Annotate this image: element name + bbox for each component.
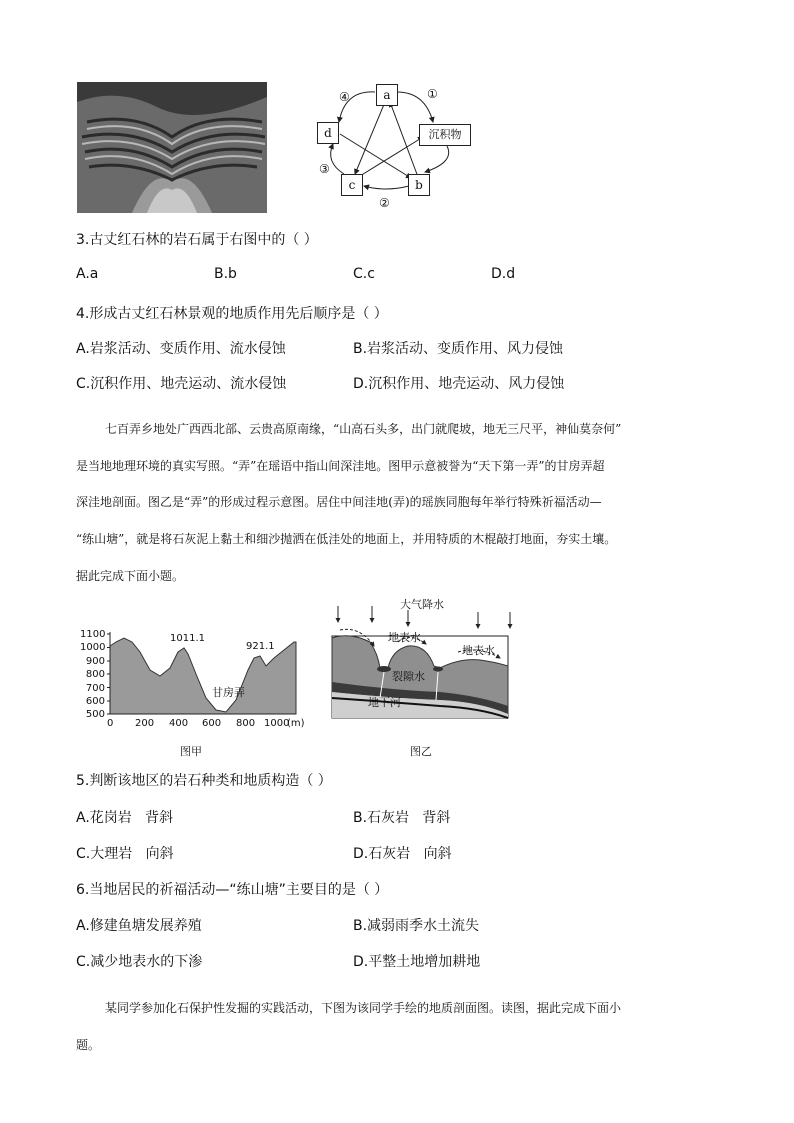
x-tick: 600 (202, 718, 222, 729)
arrow-label-3: ③ (319, 162, 330, 176)
passage-1-line: 是当地地理环境的真实写照。“弄”在瑶语中指山间深洼地。图甲示意被誉为“天下第一弄”的甘房弄超 (76, 459, 605, 473)
cycle-node-b: b (408, 174, 430, 196)
x-unit: (m) (287, 718, 305, 729)
x-tick: 400 (169, 718, 189, 729)
karst-diagram (330, 602, 520, 722)
rock-cycle-diagram (315, 82, 475, 212)
q4-option-c[interactable]: C.沉积作用、地壳运动、流水侵蚀 (76, 376, 287, 392)
passage-1-line: 据此完成下面小题。 (76, 569, 185, 583)
question-4-stem: 4.形成古丈红石林景观的地质作用先后顺序是（ ） (76, 306, 388, 322)
x-tick: 200 (135, 718, 155, 729)
q4-option-a[interactable]: A.岩浆活动、变质作用、流水侵蚀 (76, 341, 286, 357)
passage-1-line: 深洼地剖面。图乙是“弄”的形成过程示意图。居住中间洼地(弄)的瑶族同胞每年举行特殊祈福活动— (76, 495, 602, 509)
q6-option-b[interactable]: B.减弱雨季水土流失 (353, 918, 480, 934)
q4-option-b[interactable]: B.岩浆活动、变质作用、风力侵蚀 (353, 341, 564, 357)
q4-option-d[interactable]: D.沉积作用、地壳运动、风力侵蚀 (353, 376, 565, 392)
passage-2 (76, 993, 726, 1063)
question-6-stem: 6.当地居民的祈福活动—“练山塘”主要目的是（ ） (76, 882, 389, 898)
q3-option-b[interactable]: B.b (214, 266, 237, 282)
y-tick: 600 (85, 696, 105, 708)
y-tick: 1000 (80, 642, 106, 654)
q5-option-d[interactable]: D.石灰岩 向斜 (353, 846, 452, 862)
q3-option-c[interactable]: C.c (353, 266, 375, 282)
cycle-node-d: d (317, 122, 339, 144)
cycle-node-c: c (341, 174, 363, 196)
y-tick: 900 (85, 655, 105, 667)
arrow-label-1: ① (427, 87, 438, 101)
y-tick: 1100 (80, 629, 106, 640)
underground-river-label: 地下河 (368, 696, 401, 709)
x-tick: 1000 (264, 718, 290, 729)
passage-2-line: 某同学参加化石保护性发掘的实践活动，下图为该同学手绘的地质剖面图。读图，据此完成下面小 (105, 1001, 622, 1015)
q6-option-a[interactable]: A.修建鱼塘发展养殖 (76, 918, 202, 934)
q5-option-a[interactable]: A.花岗岩 背斜 (76, 810, 174, 826)
cycle-node-sediment: 沉积物 (419, 124, 471, 146)
x-tick: 800 (236, 718, 256, 729)
peak-label-1: 1011.1 (170, 633, 205, 644)
q5-option-b[interactable]: B.石灰岩 背斜 (353, 810, 451, 826)
cycle-node-a: a (376, 84, 398, 106)
surface-water-label-2: 地表水 (462, 644, 495, 657)
figure-jia (80, 628, 310, 758)
q3-option-d[interactable]: D.d (491, 266, 516, 282)
passage-1-line: 七百弄乡地处广西西北部、云贵高原南缘，“山高石头多，出门就爬坡，地无三尺平，神仙莫奈何” (105, 422, 622, 436)
y-axis-ticks (80, 628, 105, 722)
q6-option-d[interactable]: D.平整土地增加耕地 (353, 954, 481, 970)
figure-yi-caption: 图乙 (410, 745, 432, 758)
fissure-water-label: 裂隙水 (392, 670, 425, 683)
rain-label: 大气降水 (400, 598, 444, 611)
valley-label: 甘房弄 (212, 686, 245, 699)
x-tick: 0 (107, 718, 114, 729)
q5-option-c[interactable]: C.大理岩 向斜 (76, 846, 174, 862)
question-5-stem: 5.判断该地区的岩石种类和地质构造（ ） (76, 773, 332, 789)
q3-option-a[interactable]: A.a (76, 266, 99, 282)
surface-water-label-1: 地表水 (388, 631, 421, 644)
y-tick: 700 (85, 682, 105, 694)
y-tick: 800 (85, 669, 105, 681)
stone-forest-photo (77, 82, 267, 213)
q6-option-c[interactable]: C.减少地表水的下渗 (76, 954, 203, 970)
question-3-stem: 3.古丈红石林的岩石属于右图中的（ ） (76, 232, 318, 248)
figure-jia-caption: 图甲 (180, 745, 202, 758)
y-tick: 500 (85, 709, 105, 721)
figure-yi (330, 598, 520, 758)
arrow-label-4: ④ (339, 90, 350, 104)
stone-forest-photo-art (77, 82, 267, 213)
passage-2-line: 题。 (76, 1038, 101, 1052)
peak-label-2: 921.1 (246, 641, 275, 652)
arrow-label-2: ② (379, 196, 390, 210)
passage-1-line: “练山塘”，就是将石灰泥上黏土和细沙抛洒在低洼处的地面上，并用特质的木棍敲打地面，夯实土壤。 (76, 532, 617, 546)
passage-1 (76, 414, 726, 583)
